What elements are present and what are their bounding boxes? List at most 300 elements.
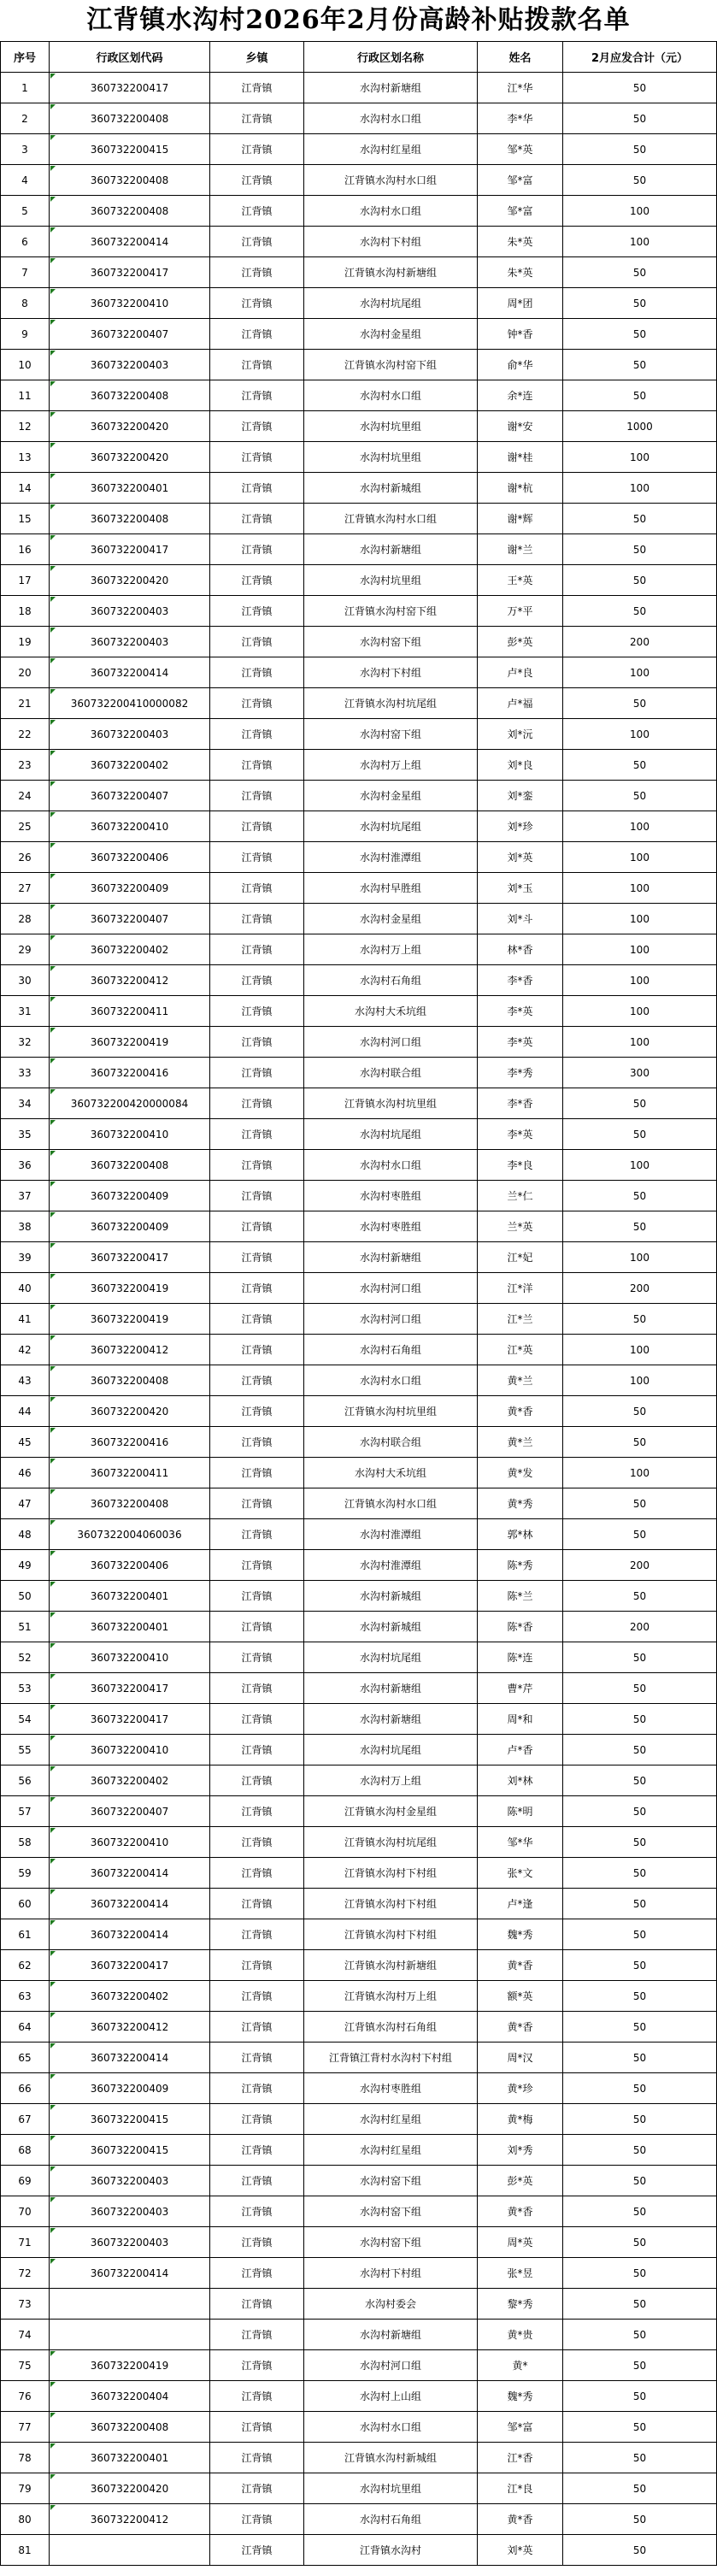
cell-town: 江背镇	[210, 2535, 304, 2566]
cell-name: 王*英	[478, 565, 563, 596]
cell-code: 360732200401	[50, 2443, 210, 2473]
cell-area: 水沟村水口组	[304, 196, 478, 227]
cell-name: 张*文	[478, 1858, 563, 1889]
cell-no: 70	[1, 2196, 50, 2227]
cell-area: 江背镇水沟村新城组	[304, 2443, 478, 2473]
cell-town: 江背镇	[210, 2043, 304, 2073]
cell-amount: 50	[563, 1889, 717, 1919]
cell-code: 360732200411	[50, 1458, 210, 1488]
cell-area: 江背镇水沟村石角组	[304, 2012, 478, 2043]
cell-area: 江背镇水沟村窑下组	[304, 596, 478, 627]
table-row	[1, 1981, 717, 2012]
cell-amount: 100	[563, 1242, 717, 1273]
cell-code: 360732200420000084	[50, 1088, 210, 1119]
cell-town: 江背镇	[210, 719, 304, 750]
cell-name: 邹*富	[478, 196, 563, 227]
cell-name: 李*香	[478, 1088, 563, 1119]
cell-area: 江背镇水沟村金星组	[304, 1796, 478, 1827]
cell-amount: 50	[563, 1181, 717, 1211]
cell-code: 360732200409	[50, 2073, 210, 2104]
cell-no: 19	[1, 627, 50, 657]
cell-amount: 50	[563, 1673, 717, 1704]
table-row	[1, 2012, 717, 2043]
cell-name: 刘*斗	[478, 904, 563, 934]
cell-area: 水沟村河口组	[304, 2350, 478, 2381]
cell-amount: 50	[563, 2012, 717, 2043]
cell-name: 邹*英	[478, 134, 563, 165]
cell-name: 李*英	[478, 1119, 563, 1150]
cell-name: 朱*英	[478, 227, 563, 257]
header-name: 姓名	[478, 42, 563, 73]
cell-area: 水沟村坑尾组	[304, 288, 478, 319]
cell-name: 刘*良	[478, 750, 563, 781]
cell-amount: 50	[563, 1981, 717, 2012]
cell-no: 11	[1, 380, 50, 411]
table-row	[1, 1242, 717, 1273]
cell-code: 360732200419	[50, 1304, 210, 1335]
cell-area: 江背镇水沟村坑里组	[304, 1088, 478, 1119]
cell-area: 江背镇水沟村坑尾组	[304, 688, 478, 719]
table-row	[1, 781, 717, 811]
table-row	[1, 965, 717, 996]
cell-no: 59	[1, 1858, 50, 1889]
cell-name: 李*香	[478, 965, 563, 996]
table-row	[1, 1673, 717, 1704]
cell-amount: 200	[563, 1273, 717, 1304]
cell-no: 6	[1, 227, 50, 257]
cell-code: 360732200403	[50, 2166, 210, 2196]
cell-code: 360732200417	[50, 1242, 210, 1273]
cell-no: 53	[1, 1673, 50, 1704]
cell-amount: 100	[563, 904, 717, 934]
cell-amount: 50	[563, 1950, 717, 1981]
cell-code: 360732200415	[50, 2135, 210, 2166]
cell-amount: 100	[563, 996, 717, 1027]
cell-name: 江*洋	[478, 1273, 563, 1304]
cell-code: 360732200410	[50, 1119, 210, 1150]
table-row	[1, 1427, 717, 1458]
cell-no: 37	[1, 1181, 50, 1211]
cell-town: 江背镇	[210, 504, 304, 534]
cell-area: 水沟村联合组	[304, 1058, 478, 1088]
cell-town: 江背镇	[210, 996, 304, 1027]
cell-no: 61	[1, 1919, 50, 1950]
cell-name: 黄*贵	[478, 2320, 563, 2350]
cell-code: 360732200414	[50, 1919, 210, 1950]
table-header-row	[1, 42, 717, 73]
cell-no: 63	[1, 1981, 50, 2012]
cell-amount: 50	[563, 2073, 717, 2104]
cell-name: 邹*富	[478, 165, 563, 196]
cell-town: 江背镇	[210, 750, 304, 781]
cell-amount: 300	[563, 1058, 717, 1088]
cell-area: 水沟村窑下组	[304, 627, 478, 657]
header-town: 乡镇	[210, 42, 304, 73]
cell-amount: 100	[563, 934, 717, 965]
cell-town: 江背镇	[210, 1612, 304, 1642]
table-row	[1, 1919, 717, 1950]
cell-no: 3	[1, 134, 50, 165]
cell-name: 额*英	[478, 1981, 563, 2012]
cell-code: 360732200412	[50, 2012, 210, 2043]
cell-no: 33	[1, 1058, 50, 1088]
cell-area: 水沟村新塘组	[304, 2320, 478, 2350]
cell-code: 360732200403	[50, 350, 210, 380]
table-row	[1, 688, 717, 719]
cell-town: 江背镇	[210, 1150, 304, 1181]
cell-area: 水沟村万上组	[304, 750, 478, 781]
cell-amount: 50	[563, 1642, 717, 1673]
cell-area: 江背镇江背村水沟村下村组	[304, 2043, 478, 2073]
cell-no: 80	[1, 2504, 50, 2535]
cell-name: 黄*香	[478, 2012, 563, 2043]
cell-code: 360732200412	[50, 2504, 210, 2535]
cell-amount: 50	[563, 1765, 717, 1796]
cell-code: 360732200403	[50, 627, 210, 657]
cell-code: 360732200420	[50, 1396, 210, 1427]
cell-area: 江背镇水沟村下村组	[304, 1858, 478, 1889]
cell-area: 水沟村新城组	[304, 1581, 478, 1612]
table-row	[1, 1612, 717, 1642]
cell-town: 江背镇	[210, 73, 304, 103]
table-row	[1, 1889, 717, 1919]
cell-name: 李*华	[478, 103, 563, 134]
cell-town: 江背镇	[210, 1304, 304, 1335]
cell-code: 360732200410	[50, 811, 210, 842]
table-row	[1, 288, 717, 319]
cell-area: 水沟村大禾坑组	[304, 996, 478, 1027]
table-row	[1, 1765, 717, 1796]
cell-no: 15	[1, 504, 50, 534]
cell-no: 46	[1, 1458, 50, 1488]
cell-town: 江背镇	[210, 2073, 304, 2104]
cell-amount: 50	[563, 2381, 717, 2412]
cell-code: 360732200408	[50, 1488, 210, 1519]
cell-code: 360732200410	[50, 288, 210, 319]
cell-name: 刘*沅	[478, 719, 563, 750]
cell-area: 水沟村淮潭组	[304, 1519, 478, 1550]
cell-no: 36	[1, 1150, 50, 1181]
table-row	[1, 319, 717, 350]
cell-no: 57	[1, 1796, 50, 1827]
cell-name: 万*平	[478, 596, 563, 627]
cell-code: 360732200401	[50, 1581, 210, 1612]
cell-area: 水沟村石角组	[304, 965, 478, 996]
cell-town: 江背镇	[210, 473, 304, 504]
cell-area: 江背镇水沟村万上组	[304, 1981, 478, 2012]
cell-code: 360732200409	[50, 1211, 210, 1242]
table-row	[1, 934, 717, 965]
cell-town: 江背镇	[210, 627, 304, 657]
cell-town: 江背镇	[210, 873, 304, 904]
cell-name: 黄*兰	[478, 1427, 563, 1458]
cell-code	[50, 2289, 210, 2320]
cell-no: 18	[1, 596, 50, 627]
cell-area: 江背镇水沟村下村组	[304, 1889, 478, 1919]
cell-town: 江背镇	[210, 2196, 304, 2227]
cell-name: 江*兰	[478, 1304, 563, 1335]
document-title: 江背镇水沟村2026年2月份高龄补贴拨款名单	[86, 5, 631, 35]
table-row	[1, 1950, 717, 1981]
cell-area: 水沟村河口组	[304, 1027, 478, 1058]
cell-area: 水沟村淮潭组	[304, 1550, 478, 1581]
cell-name: 黄*香	[478, 2196, 563, 2227]
table-row	[1, 1335, 717, 1365]
cell-name: 陈*香	[478, 1612, 563, 1642]
table-row	[1, 1211, 717, 1242]
cell-amount: 50	[563, 2135, 717, 2166]
cell-code: 360732200408	[50, 103, 210, 134]
cell-area: 水沟村枣胜组	[304, 2073, 478, 2104]
cell-code: 360732200408	[50, 1150, 210, 1181]
cell-amount: 50	[563, 1304, 717, 1335]
cell-area: 水沟村新塘组	[304, 73, 478, 103]
table-row	[1, 873, 717, 904]
cell-amount: 100	[563, 1027, 717, 1058]
cell-amount: 50	[563, 257, 717, 288]
cell-amount: 50	[563, 319, 717, 350]
cell-name: 黄*香	[478, 1396, 563, 1427]
cell-town: 江背镇	[210, 227, 304, 257]
cell-town: 江背镇	[210, 1950, 304, 1981]
cell-amount: 50	[563, 2258, 717, 2289]
cell-code: 360732200412	[50, 965, 210, 996]
cell-town: 江背镇	[210, 904, 304, 934]
table-row	[1, 719, 717, 750]
cell-code: 360732200414	[50, 657, 210, 688]
cell-no: 75	[1, 2350, 50, 2381]
cell-no: 78	[1, 2443, 50, 2473]
cell-amount: 50	[563, 103, 717, 134]
table-body	[1, 73, 717, 2566]
cell-no: 16	[1, 534, 50, 565]
table-row	[1, 134, 717, 165]
cell-amount: 100	[563, 473, 717, 504]
cell-no: 8	[1, 288, 50, 319]
cell-area: 水沟村水口组	[304, 380, 478, 411]
cell-name: 曹*芹	[478, 1673, 563, 1704]
table-row	[1, 2535, 717, 2566]
cell-name: 周*汉	[478, 2043, 563, 2073]
cell-area: 水沟村下村组	[304, 657, 478, 688]
cell-town: 江背镇	[210, 411, 304, 442]
cell-town: 江背镇	[210, 1458, 304, 1488]
cell-town: 江背镇	[210, 2381, 304, 2412]
cell-name: 谢*辉	[478, 504, 563, 534]
cell-amount: 50	[563, 2412, 717, 2443]
cell-town: 江背镇	[210, 1027, 304, 1058]
cell-code: 360732200402	[50, 934, 210, 965]
cell-name: 朱*英	[478, 257, 563, 288]
cell-no: 65	[1, 2043, 50, 2073]
cell-no: 41	[1, 1304, 50, 1335]
cell-town: 江背镇	[210, 288, 304, 319]
cell-town: 江背镇	[210, 2504, 304, 2535]
table-row	[1, 73, 717, 103]
cell-town: 江背镇	[210, 1519, 304, 1550]
cell-name: 李*秀	[478, 1058, 563, 1088]
cell-town: 江背镇	[210, 1581, 304, 1612]
cell-area: 水沟村红星组	[304, 2135, 478, 2166]
cell-code: 360732200417	[50, 73, 210, 103]
table-row	[1, 2135, 717, 2166]
cell-town: 江背镇	[210, 1796, 304, 1827]
cell-area: 水沟村坑尾组	[304, 811, 478, 842]
cell-town: 江背镇	[210, 442, 304, 473]
cell-code: 360732200420	[50, 2473, 210, 2504]
table-row	[1, 1119, 717, 1150]
cell-name: 余*连	[478, 380, 563, 411]
cell-amount: 50	[563, 165, 717, 196]
cell-area: 水沟村坑里组	[304, 565, 478, 596]
cell-no: 10	[1, 350, 50, 380]
cell-amount: 100	[563, 719, 717, 750]
cell-code: 360732200419	[50, 2350, 210, 2381]
cell-name: 李*英	[478, 996, 563, 1027]
cell-amount: 100	[563, 1335, 717, 1365]
cell-amount: 50	[563, 2320, 717, 2350]
cell-no: 26	[1, 842, 50, 873]
cell-town: 江背镇	[210, 165, 304, 196]
table-row	[1, 1858, 717, 1889]
cell-town: 江背镇	[210, 534, 304, 565]
cell-no: 20	[1, 657, 50, 688]
cell-name: 陈*连	[478, 1642, 563, 1673]
cell-no: 17	[1, 565, 50, 596]
cell-town: 江背镇	[210, 196, 304, 227]
cell-area: 江背镇水沟村窑下组	[304, 350, 478, 380]
table-row	[1, 380, 717, 411]
cell-code: 360732200408	[50, 165, 210, 196]
table-row	[1, 165, 717, 196]
cell-town: 江背镇	[210, 1550, 304, 1581]
cell-town: 江背镇	[210, 2258, 304, 2289]
cell-amount: 100	[563, 842, 717, 873]
cell-code: 360732200417	[50, 1673, 210, 1704]
cell-name: 黄*梅	[478, 2104, 563, 2135]
cell-amount: 50	[563, 2350, 717, 2381]
cell-town: 江背镇	[210, 1735, 304, 1765]
cell-amount: 50	[563, 1919, 717, 1950]
cell-amount: 50	[563, 1581, 717, 1612]
cell-no: 14	[1, 473, 50, 504]
cell-code: 360732200414	[50, 227, 210, 257]
cell-area: 水沟村水口组	[304, 103, 478, 134]
cell-area: 江背镇水沟村	[304, 2535, 478, 2566]
cell-area: 江背镇水沟村坑里组	[304, 1396, 478, 1427]
cell-amount: 50	[563, 2443, 717, 2473]
table-row	[1, 2227, 717, 2258]
cell-no: 2	[1, 103, 50, 134]
cell-name: 黄*发	[478, 1458, 563, 1488]
cell-code: 360732200402	[50, 1765, 210, 1796]
cell-name: 卢*香	[478, 1735, 563, 1765]
cell-no: 71	[1, 2227, 50, 2258]
cell-no: 79	[1, 2473, 50, 2504]
cell-town: 江背镇	[210, 1335, 304, 1365]
cell-no: 60	[1, 1889, 50, 1919]
cell-area: 水沟村水口组	[304, 1150, 478, 1181]
cell-town: 江背镇	[210, 1488, 304, 1519]
table-row	[1, 657, 717, 688]
cell-area: 水沟村大禾坑组	[304, 1458, 478, 1488]
cell-area: 水沟村委会	[304, 2289, 478, 2320]
cell-no: 77	[1, 2412, 50, 2443]
cell-name: 李*良	[478, 1150, 563, 1181]
table-row	[1, 1519, 717, 1550]
cell-area: 水沟村上山组	[304, 2381, 478, 2412]
cell-code: 360732200404	[50, 2381, 210, 2412]
cell-amount: 200	[563, 627, 717, 657]
cell-no: 25	[1, 811, 50, 842]
cell-town: 江背镇	[210, 2104, 304, 2135]
cell-amount: 50	[563, 380, 717, 411]
cell-name: 郭*林	[478, 1519, 563, 1550]
cell-code: 360732200407	[50, 1796, 210, 1827]
table-row	[1, 1642, 717, 1673]
cell-amount: 50	[563, 1211, 717, 1242]
cell-code: 360732200407	[50, 781, 210, 811]
table-row	[1, 2381, 717, 2412]
cell-town: 江背镇	[210, 1642, 304, 1673]
cell-amount: 50	[563, 1396, 717, 1427]
table-row	[1, 1488, 717, 1519]
cell-name: 魏*秀	[478, 2381, 563, 2412]
cell-town: 江背镇	[210, 1704, 304, 1735]
cell-town: 江背镇	[210, 1765, 304, 1796]
cell-code: 360732200408	[50, 2412, 210, 2443]
table-row	[1, 2473, 717, 2504]
cell-code: 360732200420	[50, 442, 210, 473]
cell-code: 360732200416	[50, 1427, 210, 1458]
cell-town: 江背镇	[210, 1058, 304, 1088]
cell-code: 360732200408	[50, 380, 210, 411]
cell-code: 360732200403	[50, 596, 210, 627]
cell-area: 水沟村万上组	[304, 1765, 478, 1796]
cell-code: 360732200417	[50, 1950, 210, 1981]
cell-code: 360732200406	[50, 1550, 210, 1581]
cell-name: 谢*杭	[478, 473, 563, 504]
cell-town: 江背镇	[210, 2012, 304, 2043]
cell-code: 360732200414	[50, 1889, 210, 1919]
cell-name: 谢*兰	[478, 534, 563, 565]
cell-amount: 50	[563, 2289, 717, 2320]
table-row	[1, 904, 717, 934]
cell-amount: 50	[563, 1704, 717, 1735]
cell-amount: 100	[563, 442, 717, 473]
cell-town: 江背镇	[210, 134, 304, 165]
cell-town: 江背镇	[210, 1427, 304, 1458]
table-row	[1, 627, 717, 657]
cell-area: 江背镇水沟村坑尾组	[304, 1827, 478, 1858]
header-no: 序号	[1, 42, 50, 73]
cell-name: 邹*富	[478, 2412, 563, 2443]
cell-code: 360732200403	[50, 2227, 210, 2258]
cell-amount: 50	[563, 2196, 717, 2227]
table-row	[1, 1273, 717, 1304]
cell-no: 23	[1, 750, 50, 781]
cell-town: 江背镇	[210, 1981, 304, 2012]
cell-town: 江背镇	[210, 1673, 304, 1704]
cell-name: 黄*兰	[478, 1365, 563, 1396]
cell-area: 水沟村红星组	[304, 134, 478, 165]
cell-no: 34	[1, 1088, 50, 1119]
cell-town: 江背镇	[210, 1273, 304, 1304]
cell-name: 黄*香	[478, 2504, 563, 2535]
cell-name: 刘*銮	[478, 781, 563, 811]
cell-no: 48	[1, 1519, 50, 1550]
table-row	[1, 534, 717, 565]
